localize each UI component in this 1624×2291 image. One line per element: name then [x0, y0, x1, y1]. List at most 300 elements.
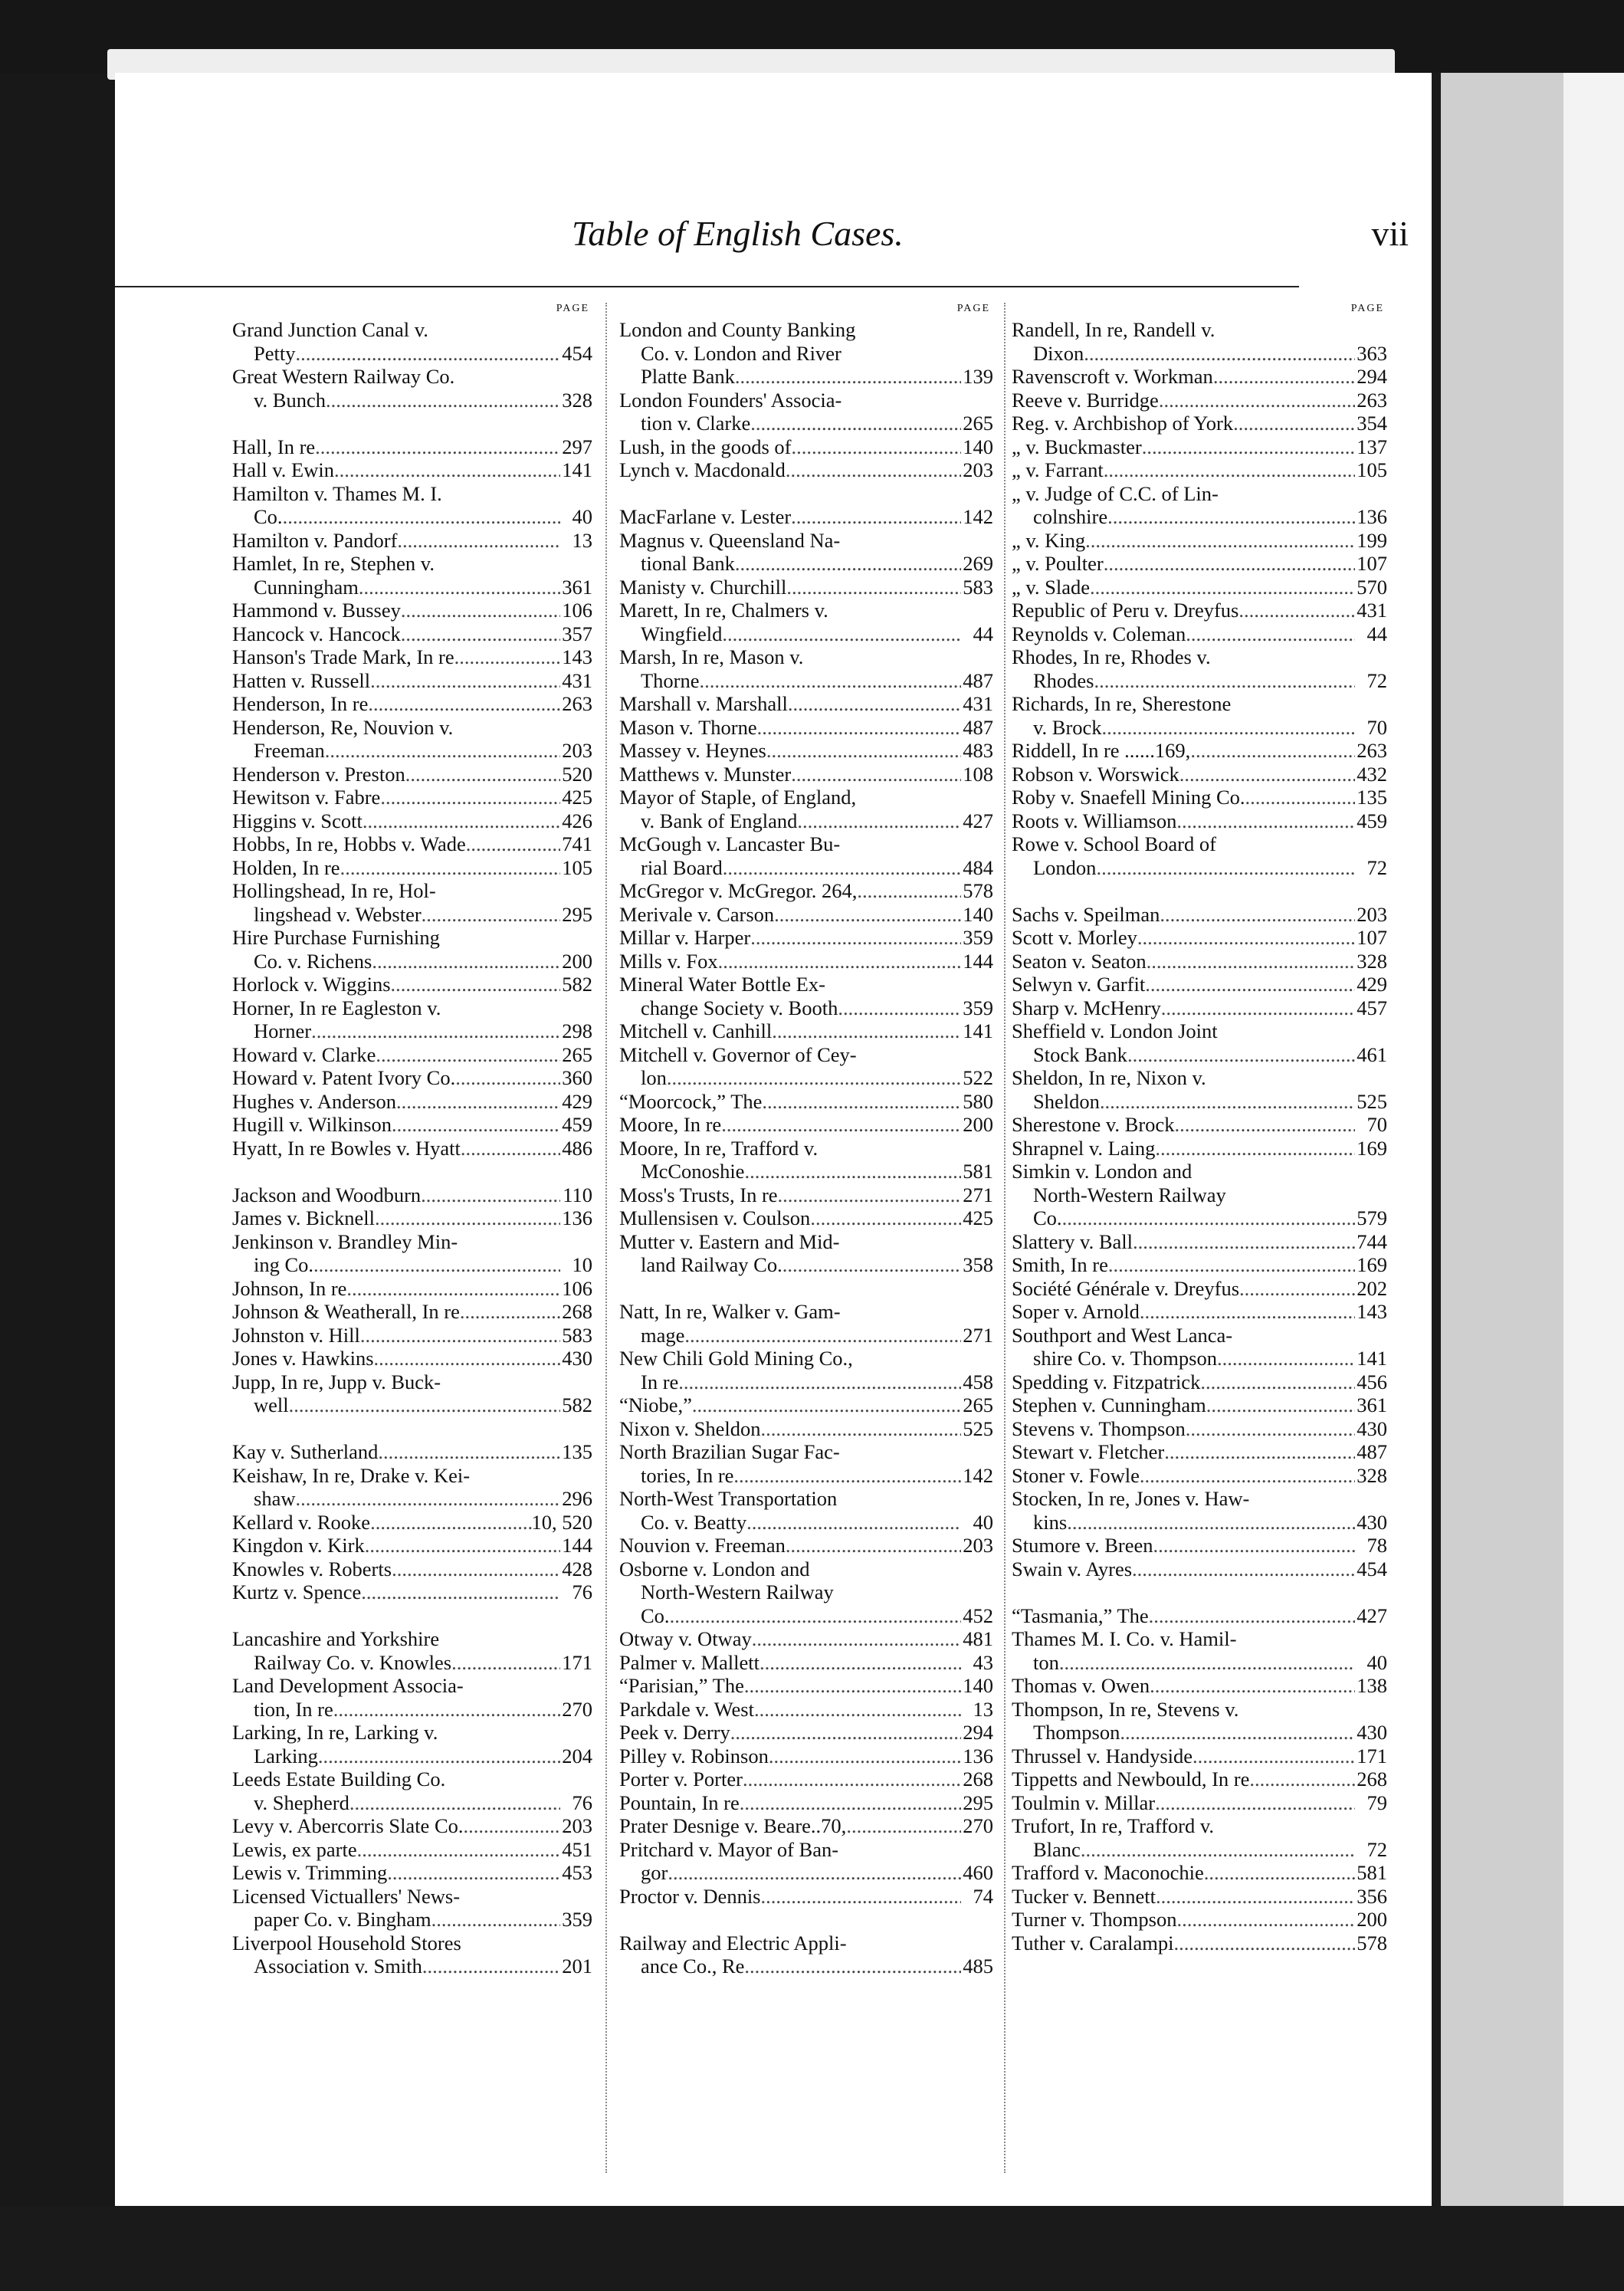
case-final-line — [1012, 1277, 1387, 1301]
dot-leader — [1096, 856, 1355, 880]
dot-leader — [1245, 786, 1356, 809]
case-entry — [232, 996, 592, 1043]
page-reference: 356 — [1357, 1884, 1387, 1908]
case-entry — [232, 786, 592, 809]
case-entry — [619, 1651, 993, 1675]
page-reference: 328 — [1357, 1463, 1387, 1487]
case-final-line — [232, 856, 592, 880]
case-name-line: Lewis, ex parte — [232, 1837, 357, 1861]
case-entry — [619, 1183, 993, 1207]
dot-leader — [788, 692, 961, 716]
case-entry — [232, 1767, 592, 1814]
column-divider — [1004, 303, 1007, 2173]
case-entry — [1012, 1745, 1387, 1768]
case-entry — [1012, 389, 1387, 412]
case-final-line — [232, 950, 592, 973]
case-name-line: North-Western Railway — [1033, 1183, 1226, 1206]
dot-leader — [1137, 926, 1355, 950]
case-entry — [1012, 1464, 1387, 1488]
dot-leader — [451, 1651, 560, 1675]
case-final-line — [1012, 1511, 1387, 1534]
column-divider — [605, 303, 609, 2173]
dot-leader — [744, 1674, 961, 1698]
case-name-line: Ravenscroft v. Workman — [1012, 365, 1213, 388]
case-final-line — [1012, 389, 1387, 412]
case-name-line: Richards, In re, Sherestone — [1012, 692, 1232, 715]
dot-leader — [1239, 599, 1355, 622]
case-name-line: Magnus v. Queensland Na- — [619, 528, 841, 552]
page-reference: 429 — [562, 1089, 592, 1113]
case-entry — [1012, 1557, 1387, 1581]
page-reference: 583 — [562, 1323, 592, 1347]
dot-leader — [1159, 389, 1355, 412]
dot-leader — [744, 1955, 961, 1978]
case-final-line — [232, 1324, 592, 1347]
case-final-line — [1012, 458, 1387, 482]
case-final-line — [232, 599, 592, 622]
page-reference: 263 — [1357, 739, 1387, 762]
case-final-line — [1012, 1206, 1387, 1230]
case-name-line: Rhodes, In re, Rhodes v. — [1012, 645, 1211, 668]
page-reference: 295 — [562, 902, 592, 926]
page-reference: 203 — [1357, 902, 1387, 926]
page-reference: 136 — [963, 1744, 993, 1767]
case-name-line: Thompson, In re, Stevens v. — [1012, 1697, 1239, 1721]
page-reference: 265 — [963, 1393, 993, 1416]
case-name-line: “Niobe,” — [619, 1393, 692, 1416]
case-name-line: McConoshie — [641, 1160, 745, 1183]
case-final-line — [1012, 1838, 1387, 1862]
case-final-line — [619, 1090, 993, 1114]
case-name-line: „ v. Poulter — [1012, 552, 1104, 575]
dot-leader — [422, 903, 560, 927]
page-reference: 136 — [562, 1206, 592, 1229]
dot-leader — [1156, 1885, 1355, 1909]
page-reference: 454 — [562, 341, 592, 365]
case-name-line: Toulmin v. Millar — [1012, 1790, 1156, 1814]
dot-leader — [762, 1090, 961, 1114]
case-final-line — [1012, 950, 1387, 973]
case-entry — [1012, 1113, 1387, 1137]
dot-leader — [757, 716, 961, 740]
case-final-line — [1012, 1440, 1387, 1464]
case-name-line: Marett, In re, Chalmers v. — [619, 599, 828, 622]
case-name-line: Tucker v. Bennett — [1012, 1884, 1156, 1908]
case-name-line: Thames M. I. Co. v. Hamil- — [1012, 1627, 1237, 1650]
page-reference: 578 — [1357, 1931, 1387, 1955]
dot-leader — [1190, 739, 1355, 763]
page-reference: 70 — [1366, 715, 1387, 739]
page-reference: 137 — [1357, 435, 1387, 458]
dot-leader — [752, 1627, 961, 1651]
case-final-line — [619, 1511, 993, 1534]
page-reference: 265 — [963, 412, 993, 435]
case-entry — [1012, 926, 1387, 950]
scan-paper-edge — [1563, 0, 1624, 2291]
dot-leader — [1149, 1604, 1355, 1628]
case-final-line — [1012, 342, 1387, 366]
case-name-line: Société Générale v. Dreyfus — [1012, 1276, 1240, 1300]
case-entry — [232, 1043, 592, 1067]
case-name-line: Seaton v. Seaton — [1012, 949, 1147, 973]
case-entry — [619, 1674, 993, 1698]
dot-leader — [421, 1183, 560, 1207]
scan-border-left — [0, 0, 115, 2291]
case-final-line — [619, 903, 993, 927]
dot-leader — [1132, 1557, 1355, 1581]
case-name-line: Henderson v. Preston — [232, 762, 405, 786]
dot-leader — [791, 505, 961, 529]
dot-leader — [857, 879, 961, 903]
page-reference: 139 — [963, 365, 993, 388]
case-final-line — [619, 1767, 993, 1791]
case-entry — [619, 389, 993, 435]
page-reference: 296 — [562, 1487, 592, 1510]
page-reference: 363 — [1357, 341, 1387, 365]
page-reference: 79 — [1366, 1790, 1387, 1814]
case-entry — [619, 1230, 993, 1277]
page-reference: 144 — [562, 1534, 592, 1557]
page-reference: 425 — [963, 1206, 993, 1229]
case-entry — [232, 832, 592, 856]
case-name-line: Reg. v. Archbishop of York — [1012, 412, 1234, 435]
dot-leader — [692, 1393, 961, 1417]
case-name-line: Stock Bank — [1033, 1042, 1127, 1066]
page-reference: 171 — [562, 1650, 592, 1674]
dot-leader — [466, 832, 560, 856]
case-final-line — [619, 365, 993, 389]
case-entry — [619, 1300, 993, 1347]
dot-leader — [1120, 1721, 1355, 1745]
case-name-line: London — [1033, 855, 1097, 879]
dot-leader — [460, 1300, 560, 1324]
case-name-line: Hollingshead, In re, Hol- — [232, 879, 436, 902]
case-entry — [1012, 318, 1387, 365]
dot-leader — [431, 1908, 560, 1932]
case-final-line — [619, 1885, 993, 1909]
case-final-line — [1012, 1137, 1387, 1160]
case-final-line — [232, 692, 592, 716]
case-name-line: Hobbs, In re, Hobbs v. Wade — [232, 832, 466, 855]
case-final-line — [619, 1417, 993, 1441]
page-reference: 328 — [1357, 949, 1387, 973]
case-final-line — [232, 1347, 592, 1370]
page-reference: 72 — [1366, 855, 1387, 879]
dot-leader — [340, 856, 560, 880]
page-reference: 328 — [562, 388, 592, 412]
case-list — [1012, 318, 1387, 1955]
case-entry — [619, 599, 993, 645]
page-reference: 265 — [562, 1042, 592, 1066]
case-name-line: Kurtz v. Spence — [232, 1580, 362, 1603]
page-column-label: PAGE — [956, 303, 990, 314]
case-entry — [1012, 973, 1387, 996]
case-name-line: Sheffield v. London Joint — [1012, 1019, 1218, 1042]
case-name-line: Freeman — [254, 739, 325, 762]
dot-leader — [1090, 576, 1355, 599]
case-final-line — [1012, 435, 1387, 459]
dot-leader — [778, 1183, 961, 1207]
page-reference: 429 — [1357, 973, 1387, 996]
page-reference: 141 — [1357, 1347, 1387, 1370]
page-reference: 578 — [963, 879, 993, 902]
dot-leader — [740, 1791, 961, 1815]
case-entry — [232, 1440, 592, 1464]
case-final-line — [232, 576, 592, 599]
dot-leader — [684, 1324, 961, 1347]
case-entry — [619, 879, 993, 903]
case-name-line: Hanson's Trade Mark, In re — [232, 645, 454, 668]
dot-leader — [1173, 1932, 1355, 1955]
case-entry — [619, 903, 993, 927]
case-entry — [232, 1113, 592, 1137]
page-reference: 171 — [1357, 1744, 1387, 1767]
case-name-line: Nouvion v. Freeman — [619, 1534, 786, 1557]
case-name-line: North Brazilian Sugar Fac- — [619, 1440, 840, 1463]
case-final-line — [1012, 1253, 1387, 1277]
case-entry — [619, 435, 993, 459]
case-entry — [232, 1206, 592, 1230]
page-reference: 459 — [1357, 809, 1387, 832]
scan-facing-page-edge — [1441, 0, 1563, 2291]
case-entry — [232, 1627, 592, 1674]
case-final-line — [1012, 1861, 1387, 1885]
page-reference: 203 — [963, 458, 993, 481]
dot-leader — [375, 1206, 560, 1230]
case-name-line: Reynolds v. Coleman — [1012, 622, 1186, 645]
page-reference: 522 — [963, 1066, 993, 1089]
page-reference: 10, 520 — [531, 1510, 592, 1534]
case-name-line: Horlock v. Wiggins — [232, 973, 391, 996]
case-final-line — [619, 1745, 993, 1768]
case-final-line — [619, 1393, 993, 1417]
page-reference: 426 — [562, 809, 592, 832]
case-name-line: Kellard v. Rooke — [232, 1510, 371, 1534]
page-reference: 268 — [562, 1300, 592, 1323]
case-entry — [232, 692, 592, 716]
page-reference: 43 — [973, 1650, 993, 1674]
page-reference: 169 — [1357, 1136, 1387, 1160]
case-entry — [1012, 1277, 1387, 1301]
case-final-line — [1012, 1464, 1387, 1488]
dot-leader — [722, 622, 961, 646]
case-entry — [232, 645, 592, 669]
case-entry — [232, 1557, 592, 1581]
dot-leader — [1153, 1534, 1355, 1557]
dot-leader — [760, 1651, 961, 1675]
case-name-line: Lush, in the goods of — [619, 435, 792, 458]
case-entry — [619, 1534, 993, 1557]
case-name-line: Petty — [254, 341, 296, 365]
running-header — [115, 213, 1432, 259]
case-name-line: Great Western Railway Co. — [232, 365, 455, 388]
case-name-line: Swain v. Ayres — [1012, 1557, 1133, 1580]
page-reference: 456 — [1357, 1370, 1387, 1393]
dot-leader — [791, 763, 961, 786]
case-final-line — [232, 1511, 592, 1534]
case-name-line: v. Bank of England — [641, 809, 798, 832]
case-final-line — [1012, 1651, 1387, 1675]
case-final-line — [1012, 1674, 1387, 1698]
case-final-line — [619, 1253, 993, 1277]
case-entry — [1012, 365, 1387, 389]
page-reference: 142 — [963, 1463, 993, 1487]
page-reference: 44 — [973, 622, 993, 645]
page-reference: 483 — [963, 739, 993, 762]
case-name-line: Rhodes — [1033, 668, 1094, 692]
page-reference: 430 — [562, 1347, 592, 1370]
page-reference: 582 — [562, 1393, 592, 1416]
page-reference: 294 — [1357, 365, 1387, 388]
case-entry — [619, 1557, 993, 1628]
dot-leader — [1155, 1791, 1355, 1815]
case-entry — [232, 1300, 592, 1324]
dot-leader — [396, 1090, 560, 1114]
case-final-line — [232, 1440, 592, 1464]
case-final-line — [1012, 552, 1387, 576]
page-reference: 108 — [963, 762, 993, 786]
case-entry — [619, 1885, 993, 1909]
case-entry — [619, 1698, 993, 1722]
case-final-line — [232, 973, 592, 996]
page-reference: 298 — [562, 1019, 592, 1042]
case-entry — [1012, 1932, 1387, 1955]
dot-leader — [746, 1511, 961, 1534]
page-reference: 268 — [963, 1767, 993, 1790]
case-entry — [232, 1230, 592, 1277]
case-name-line: Stoner v. Fowle — [1012, 1463, 1140, 1487]
case-entry — [619, 950, 993, 973]
case-final-line — [619, 458, 993, 482]
page-reference: 582 — [562, 973, 592, 996]
case-name-line: Soper v. Arnold — [1012, 1300, 1140, 1323]
case-entry — [619, 1347, 993, 1393]
case-entry — [619, 763, 993, 786]
case-final-line — [232, 832, 592, 856]
page-reference: 581 — [1357, 1861, 1387, 1884]
case-name-line: Rowe v. School Board of — [1012, 832, 1216, 855]
case-final-line — [619, 1066, 993, 1090]
case-final-line — [619, 1370, 993, 1394]
case-name-line: Mayor of Staple, of England, — [619, 786, 857, 809]
page-reference: 570 — [1357, 575, 1387, 599]
case-final-line — [1012, 926, 1387, 950]
case-name-line: Millar v. Harper — [619, 926, 751, 949]
dot-leader — [1239, 1277, 1355, 1301]
case-entry — [1012, 1861, 1387, 1885]
case-column-3 — [1012, 303, 1387, 1955]
case-final-line — [1012, 1604, 1387, 1628]
case-final-line — [232, 1557, 592, 1581]
letter-section-gap — [232, 1604, 592, 1628]
case-final-line — [232, 342, 592, 366]
page-reference: 107 — [1357, 926, 1387, 949]
case-name-line: „ v. King — [1012, 528, 1086, 552]
case-final-line — [1012, 529, 1387, 553]
page-reference: 458 — [963, 1370, 993, 1393]
case-final-line — [232, 1300, 592, 1324]
page-reference: 485 — [963, 1955, 993, 1978]
dot-leader — [668, 1861, 961, 1885]
page-reference: 203 — [562, 739, 592, 762]
page-column-label: PAGE — [1350, 303, 1384, 314]
case-name-line: Blanc — [1033, 1837, 1081, 1861]
dot-leader — [1150, 1674, 1355, 1698]
case-final-line — [1012, 1534, 1387, 1557]
case-name-line: Otway v. Otway — [619, 1627, 752, 1650]
case-name-line: Horner — [254, 1019, 312, 1042]
case-name-line: Stocken, In re, Jones v. Haw- — [1012, 1487, 1250, 1510]
case-column-1 — [232, 303, 592, 1978]
case-name-line: Moss's Trusts, In re — [619, 1183, 778, 1206]
case-name-line: Higgins v. Scott — [232, 809, 363, 832]
case-name-line: Republic of Peru v. Dreyfus — [1012, 599, 1239, 622]
case-name-line: „ v. Buckmaster — [1012, 435, 1142, 458]
case-entry — [232, 1674, 592, 1721]
dot-leader — [810, 1206, 961, 1230]
page-reference: 357 — [562, 622, 592, 645]
case-name-line: North-West Transportation — [619, 1487, 838, 1510]
dot-leader — [376, 1043, 560, 1067]
case-final-line — [1012, 1090, 1387, 1114]
case-final-line — [232, 1137, 592, 1160]
case-final-line — [619, 809, 993, 833]
page-reference: 580 — [963, 1089, 993, 1113]
page-reference: 425 — [562, 786, 592, 809]
case-final-line — [1012, 622, 1387, 646]
case-final-line — [1012, 1745, 1387, 1768]
dot-leader — [461, 1137, 560, 1160]
page-reference: 270 — [562, 1697, 592, 1721]
case-name-line: Hall v. Ewin — [232, 458, 334, 481]
case-name-line: well — [254, 1393, 289, 1416]
case-name-line: Marsh, In re, Mason v. — [619, 645, 804, 668]
dot-leader — [786, 1534, 961, 1557]
case-entry — [1012, 692, 1387, 739]
dot-leader — [313, 1253, 560, 1277]
case-name-line: Sheldon, In re, Nixon v. — [1012, 1066, 1206, 1089]
case-final-line — [619, 739, 993, 763]
case-name-line: Merivale v. Carson — [619, 902, 775, 926]
dot-leader — [797, 809, 961, 833]
dot-leader — [289, 1393, 560, 1417]
case-final-line — [1012, 1767, 1387, 1791]
case-name-line: land Railway Co. — [641, 1253, 782, 1276]
dot-leader — [1176, 809, 1355, 833]
dot-leader — [370, 1511, 531, 1534]
case-final-line — [619, 622, 993, 646]
case-name-line: Spedding v. Fitzpatrick — [1012, 1370, 1201, 1393]
page-number: vii — [1371, 214, 1409, 253]
page-title: Table of English Cases. — [572, 214, 904, 253]
page-reference: 138 — [1357, 1674, 1387, 1697]
case-entry — [619, 739, 993, 763]
case-entry — [232, 1814, 592, 1838]
case-name-line: Liverpool Household Stores — [232, 1931, 461, 1955]
case-name-line: Licensed Victuallers' News- — [232, 1884, 461, 1908]
case-final-line — [619, 1627, 993, 1651]
case-entry — [1012, 903, 1387, 927]
case-final-line — [1012, 1417, 1387, 1441]
case-entry — [232, 435, 592, 459]
dot-leader — [295, 1487, 560, 1511]
case-name-line: Peek v. Derry — [619, 1721, 730, 1744]
case-name-line: Johnson & Weatherall, In re — [232, 1300, 460, 1323]
dot-leader — [670, 1604, 961, 1628]
case-name-line: MacFarlane v. Lester — [619, 505, 792, 528]
dot-leader — [368, 692, 560, 716]
letter-section-gap — [232, 412, 592, 435]
